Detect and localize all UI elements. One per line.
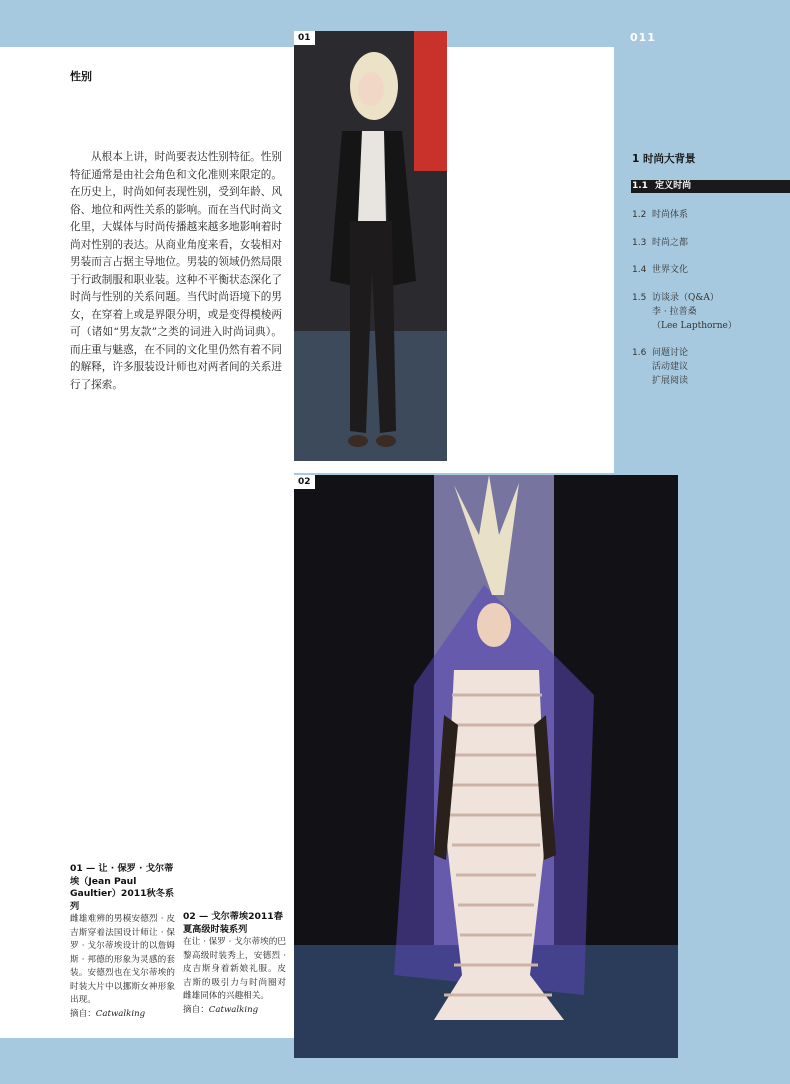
caption-02 [183,911,286,1017]
nav-item-active-num: 1.1 [632,181,648,191]
photo-01-label: 01 [294,31,315,45]
nav-item-num: 1.4 [632,265,647,275]
credit-source: Catwalking [208,1004,259,1015]
nav-item-label: 扩展阅读 [652,376,689,386]
caption-01-credit [70,1008,175,1022]
nav-item-label: （Lee Lapthorne） [652,321,737,331]
nav-item-1-2[interactable] [632,208,688,222]
credit-source: Catwalking [95,1008,146,1019]
nav-item-1-5[interactable] [632,291,737,333]
runway-model-suit-illustration [294,31,447,461]
nav-item-num: 1.5 [632,293,647,303]
nav-item-label: 问题讨论 [652,348,689,358]
caption-02-title: 02 — 戈尔蒂埃2011春夏高级时装系列 [183,911,283,935]
nav-item-num: 1.2 [632,210,647,220]
nav-item-label: 时尚体系 [652,210,689,220]
nav-item-1-4[interactable] [632,263,688,277]
caption-02-credit [183,1004,286,1018]
nav-item-num: 1.6 [632,348,647,358]
nav-item-active[interactable] [631,180,790,193]
nav-item-label: 访谈录（Q&A） [652,293,719,303]
photo-01 [294,31,447,461]
nav-item-1-6[interactable] [632,346,688,388]
caption-01-text: 雌雄难辨的男模安德烈 · 皮吉斯穿着法国设计师让 · 保罗 · 戈尔蒂埃设计的以詹姆斯 · 邦德的形象为灵感的套装。安德烈也在戈尔蒂埃的时装大片中以挪斯女神形象出现。 [70,914,175,1005]
nav-item-label: 世界文化 [652,265,689,275]
credit-prefix: 摘自： [183,1004,209,1015]
caption-01-title: 01 — 让 · 保罗 · 戈尔蒂埃（Jean Paul Gaultier）2011秋冬系列 [70,863,175,912]
nav-item-label: 李 · 拉普桑 [652,307,697,317]
nav-item-label: 时尚之都 [652,238,689,248]
credit-prefix: 摘自： [70,1008,96,1019]
chapter-title: 1 时尚大背景 [632,153,696,165]
section-body-text: 从根本上讲，时尚要表达性别特征。性别特征通常是由社会角色和文化准则来限定的。在历史上，时尚如何表现性别，受到年龄、风俗、地位和两性关系的影响。而在当代时尚文化里，大媒体与时尚传播越来越多地影响着时尚对性别的表达。从商业角度来看，女装相对男装而言占据主导地位。男装的领域仍然局限于行政制服和职业装。这种不平衡状态深化了时尚与性别的关系问题。当代时尚语境下的男女，在穿着上或是界限分明，或是变得模棱两可（诸如“男友款”之类的词进入时尚词典）。而庄重与魅惑，在不同的文化里仍然有着不同的解释，许多服装设计师也对两者间的关系进行了探索。 [70,151,282,391]
page-number: 011 [630,31,656,44]
runway-model-bridal-gown-illustration [294,475,678,1058]
section-heading: 性别 [70,70,92,83]
nav-item-1-3[interactable] [632,236,688,250]
photo-02-label: 02 [294,475,315,489]
caption-02-text: 在让 · 保罗 · 戈尔蒂埃的巴黎高级时装秀上，安德烈 · 皮吉斯身着新娘礼服。皮吉斯的吸引力与时尚圈对雌雄同体的兴趣相关。 [183,937,286,1001]
nav-item-active-label: 定义时尚 [655,181,692,191]
caption-01 [70,863,175,1021]
photo-02 [294,475,678,1058]
nav-item-num: 1.3 [632,238,647,248]
nav-item-label: 活动建议 [652,362,689,372]
